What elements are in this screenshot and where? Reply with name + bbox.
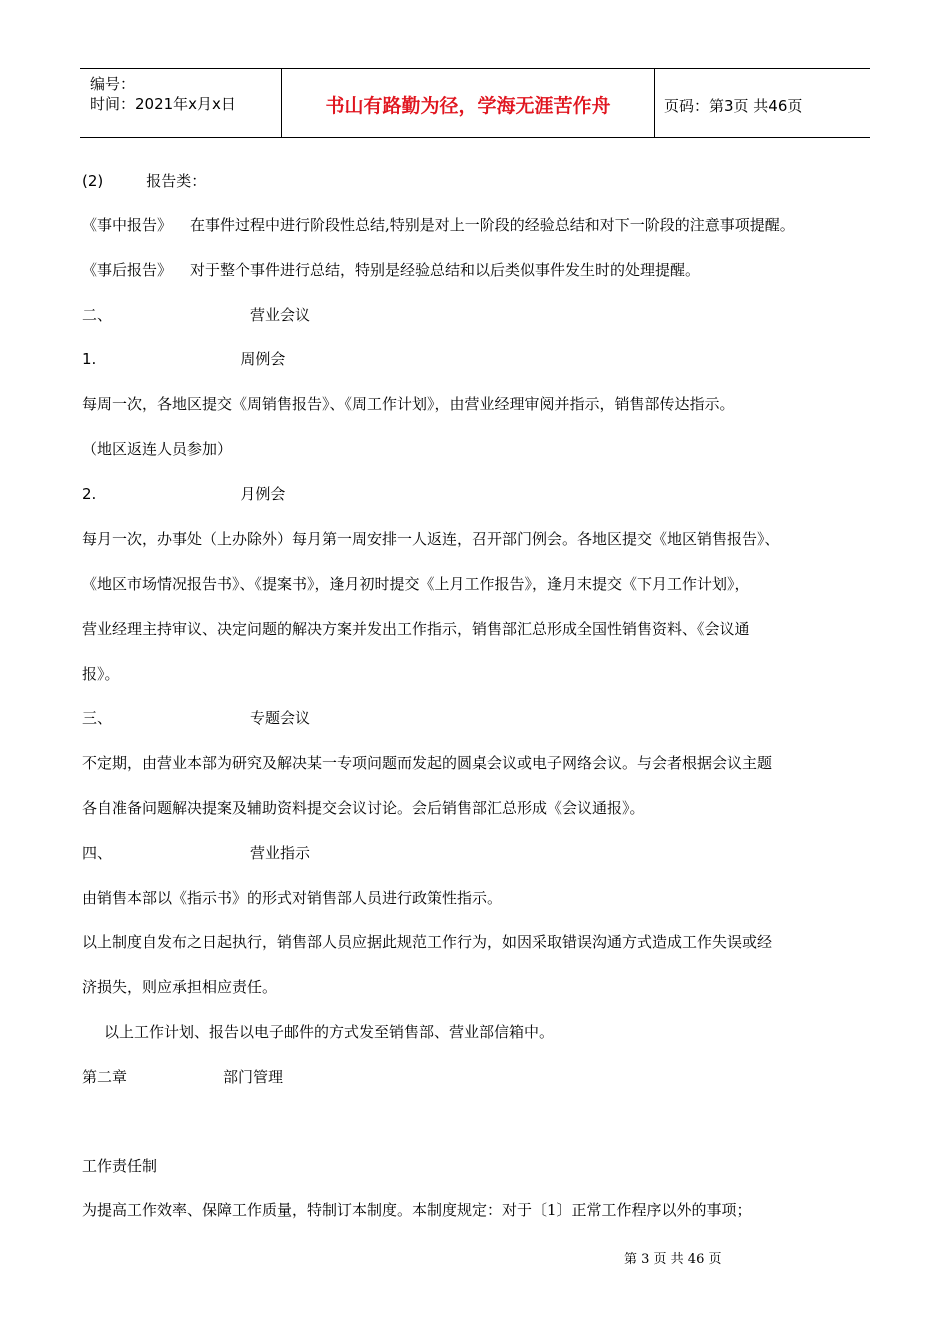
- section-2-number: 二、: [82, 306, 113, 324]
- chapter-number: 第二章: [82, 1068, 128, 1086]
- item-1-number: 1.: [82, 350, 97, 368]
- item-1-heading: [82, 349, 285, 369]
- rule-line-2: 济损失，则应承担相应责任。: [82, 978, 278, 996]
- mid-report-line: [82, 215, 795, 235]
- item-2-title: 月例会: [240, 485, 286, 503]
- section-3-number: 三、: [82, 709, 113, 727]
- document-number-label: 编号：: [90, 75, 136, 93]
- item-2-number: 2.: [82, 485, 97, 503]
- header-motto-cell: [281, 69, 655, 137]
- monthly-meeting-line-4: 报》。: [82, 665, 120, 683]
- section-4-title: 营业指示: [250, 844, 311, 862]
- item-1-title: 周例会: [240, 350, 286, 368]
- email-text: 以上工作计划、报告以电子邮件的方式发至销售部、营业部信箱中。: [104, 1023, 555, 1041]
- header-page-cell: [654, 69, 870, 137]
- section-4-number: 四、: [82, 844, 113, 862]
- page-footer: 第 3 页 共 46 页: [624, 1252, 722, 1267]
- responsibility-title: 工作责任制: [82, 1157, 158, 1175]
- header-page-number: 页码：第3页 共46页: [664, 97, 803, 115]
- chapter-title: 部门管理: [223, 1068, 284, 1086]
- special-meeting-line-1: 不定期，由营业本部为研究及解决某一专项问题而发起的圆桌会议或电子网络会议。与会者根据会议主题: [82, 754, 773, 772]
- header-motto: 书山有路勤为径，学海无涯苦作舟: [325, 95, 611, 117]
- page-header: [80, 68, 870, 138]
- report-type-number: (2): [82, 172, 104, 190]
- post-report-title: 《事后报告》: [82, 261, 173, 279]
- responsibility-text: 为提高工作效率、保障工作质量，特制订本制度。本制度规定：对于〔1〕正常工作程序以外的事项；: [82, 1201, 752, 1219]
- weekly-meeting-note: （地区返连人员参加）: [82, 440, 233, 458]
- header-info-cell: [80, 69, 280, 137]
- monthly-meeting-line-2: 《地区市场情况报告书》、《提案书》，逢月初时提交《上月工作报告》，逢月末提交《下月工作计划》，: [82, 575, 750, 593]
- monthly-meeting-line-1: 每月一次，办事处（上办除外）每月第一周安排一人返连，召开部门例会。各地区提交《地区销售报告》、: [82, 530, 780, 548]
- post-report-text: 对于整个事件进行总结，特别是经验总结和以后类似事件发生时的处理提醒。: [190, 261, 701, 279]
- instruction-text: 由销售本部以《指示书》的形式对销售部人员进行政策性指示。: [82, 889, 503, 907]
- section-3-title: 专题会议: [250, 709, 311, 727]
- mid-report-title: 《事中报告》: [82, 216, 173, 234]
- monthly-meeting-line-3: 营业经理主持审议、决定问题的解决方案并发出工作指示，销售部汇总形成全国性销售资料、《会议通: [82, 620, 750, 638]
- rule-line-1: 以上制度自发布之日起执行，销售部人员应据此规范工作行为，如因采取错误沟通方式造成工作失误或经: [82, 933, 773, 951]
- section-2-heading: [82, 305, 310, 325]
- chapter-heading: [82, 1067, 283, 1087]
- mid-report-text: 在事件过程中进行阶段性总结,特别是对上一阶段的经验总结和对下一阶段的注意事项提醒。: [190, 216, 795, 234]
- weekly-meeting-text: 每周一次，各地区提交《周销售报告》、《周工作计划》，由营业经理审阅并指示，销售部传达指示。: [82, 395, 735, 413]
- section-3-heading: [82, 708, 310, 728]
- document-date-label: 时间：2021年x月x日: [90, 95, 236, 113]
- section-4-heading: [82, 843, 310, 863]
- report-type-label: 报告类：: [146, 172, 207, 190]
- post-report-line: [82, 260, 700, 280]
- special-meeting-line-2: 各自准备问题解决提案及辅助资料提交会议讨论。会后销售部汇总形成《会议通报》。: [82, 799, 645, 817]
- section-2-title: 营业会议: [250, 306, 311, 324]
- item-2-heading: [82, 484, 285, 504]
- report-type-heading: [82, 171, 206, 191]
